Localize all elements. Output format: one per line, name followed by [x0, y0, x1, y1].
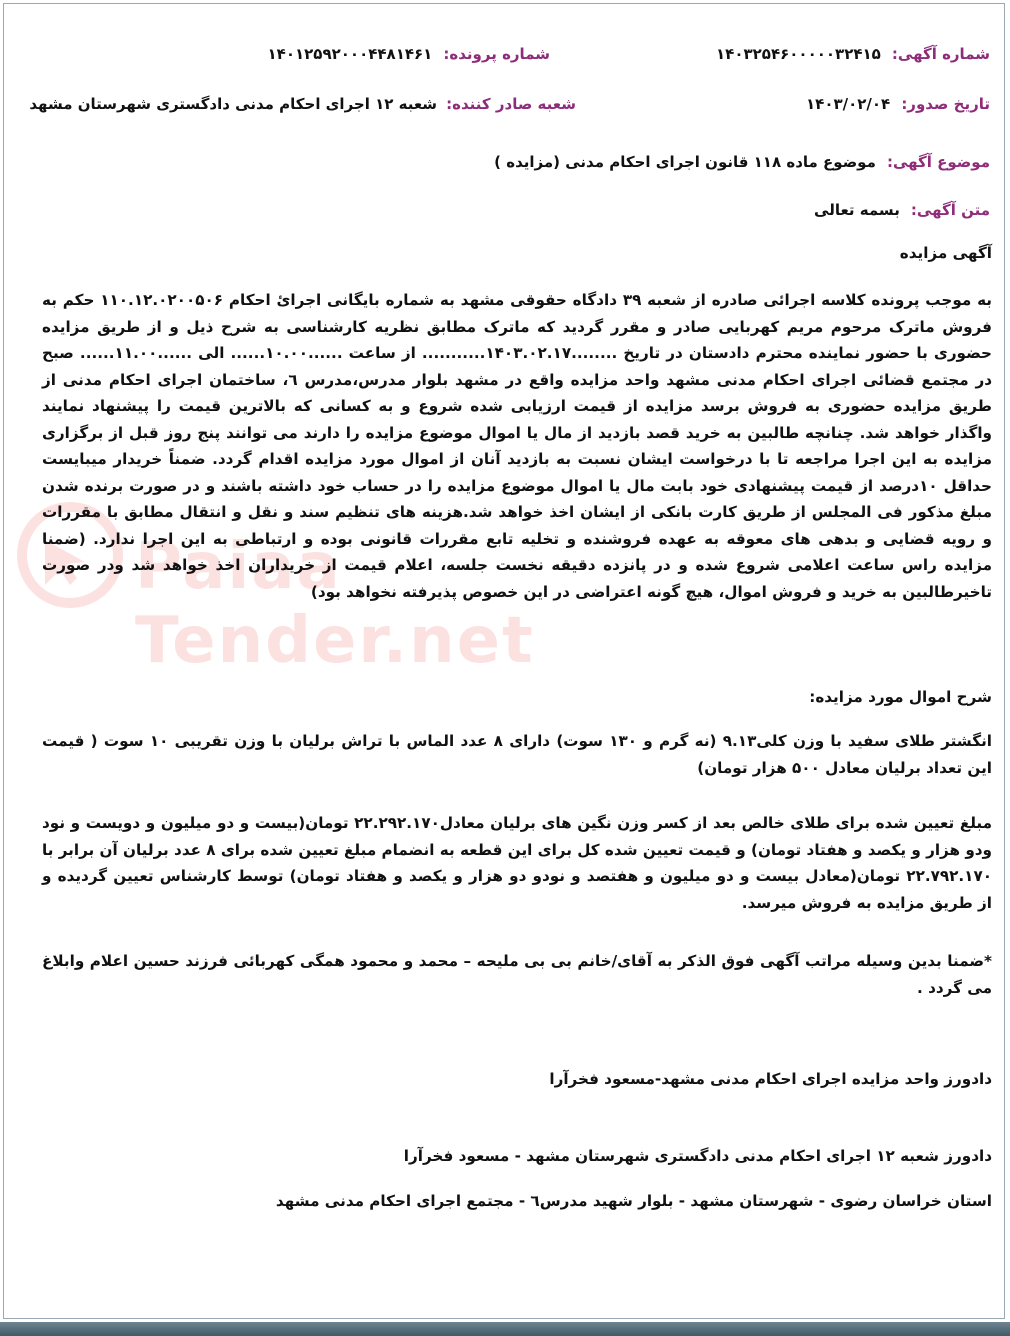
- notification: *ضمنا بدین وسیله مراتب آگهی فوق الذکر به آقای/خانم بی بی ملیحه – محمد و محمود همگی کهربائی فرزند حسین اعلام وابلاغ می گردد .: [42, 952, 992, 997]
- text-row: [814, 200, 990, 219]
- items-heading: شرح اموال مورد مزایده:: [809, 688, 992, 706]
- issue-date: ۱۴۰۳/۰۲/۰۴: [806, 95, 891, 113]
- issuer-label: شعبه صادر کننده:: [446, 95, 576, 113]
- price-paragraph: مبلغ تعیین شده برای طلای خالص بعد از کسر وزن نگین های برلیان معادل۲۲.۲۹۲.۱۷۰ تومان(بیست و دو میلیون و دویست و نود ودو هزار و یکصد و هفتاد تومان) و قیمت تعیین شده کل برای این قطعه به انضمام مبلغ تعیین شده برای ۸ عدد برلیان آن برابر با ۲۲.۷۹۲.۱۷۰ تومان(معادل بیست و دو میلیون و هفتصد و نودو دو هزار و یکصد و هفتاد تومان) توسط کارشناس تعیین گردیده و از طریق مزایده به فروش میرسد.: [42, 814, 992, 912]
- case-number: ۱۴۰۱۲۵۹۲۰۰۰۴۴۸۱۴۶۱: [267, 45, 433, 63]
- address: استان خراسان رضوی - شهرستان مشهد - بلوار شهید مدرس٦ - مجتمع اجرای احکام مدنی مشهد: [275, 1192, 992, 1210]
- subject-label: موضوع آگهی:: [886, 153, 990, 171]
- bottom-bar: [0, 1322, 1010, 1336]
- notice-number-label: شماره آگهی:: [891, 45, 990, 63]
- subject-row: [494, 152, 990, 171]
- watermark-text: Paiaa Tender.net: [135, 530, 535, 678]
- issue-date-label: تاریخ صدور:: [901, 95, 990, 113]
- main-paragraph: به موجب پرونده کلاسه اجرائی صادره از شعبه ۳۹ دادگاه حقوقی مشهد به شماره بایگانی اجرائ احکام ۱۱۰.۱۲.۰۲۰۰۵۰۶ حکم به فروش ماترک مرحوم مریم کهربایی صادر و مقرر گردید که ماترک مطابق نظریه کارشناسی به شرح ذیل و از طریق مزایده حضوری با حضور نماینده محترم دادستان در تاریخ ........۱۴۰۳.۰۲.۱۷........... از ساعت ......۱۰.۰۰...... الی ......۱۱.۰۰...... صبح در مجتمع قضائی اجرای احکام مدنی مشهد واحد مزایده واقع در مشهد بلوار مدرس،مدرس ٦، ساختمان اجرای احکام مدنی از طریق مزایده حضوری به فروش برسد مزایده از قیمت ارزیابی شده شروع و به کسانی که بالاترین قیمت را پیشنهاد نمایند واگذار خواهد شد. چنانچه طالبین به خرید قصد بازدید از مال یا اموال موضوع مزایده را دارند می توانند پنج روز قبل از برگزاری مزایده به این اجرا مراجعه تا با درخواست ایشان نسبت به بازدید آنان از اموال مورد مزایده اقدام گردد. ضمناً خریدار میبایست حداقل ۱۰درصد از قیمت پیشنهادی خود بابت مال یا اموال موضوع مزایده را در حساب خود داشته باشند و در صورت برنده شدن مبلغ مذکور فی المجلس از طریق کارت بانکی از ایشان اخذ خواهد شد.هزینه های تنظیم سند و نقل و انتقال مطابق با مقررات و رویه قضایی و بدهی های معوقه به عهده فروشنده و تخلیه تابع مقررات قانونی بوده و ارتباطی به این اجرا ندارد. (ضمنا مزایده راس ساعت اعلامی شروع شده و در پانزده دقیقه نخست جلسه، اعلام قیمت از خریداران اخذ خواهد شد ودر صورت تاخیرطالبین به خرید و فروش اموال، هیچ گونه اعتراضی در این خصوص پذیرفته نخواهد بود): [42, 291, 992, 601]
- case-number-label: شماره پرونده:: [443, 45, 550, 63]
- item-description: انگشتر طلای سفید با وزن کلی۹.۱۳ (نه گرم و ۱۳۰ سوت) دارای ۸ عدد الماس با تراش برلیان با وزن تقریبی ۱۰ سوت ( قیمت این تعداد برلیان معادل ۵۰۰ هزار تومان): [42, 732, 992, 777]
- issuer-row: [29, 94, 576, 113]
- issue-date-row: [806, 94, 990, 113]
- notice-number: ۱۴۰۳۲۵۴۶۰۰۰۰۰۳۲۴۱۵: [716, 45, 881, 63]
- signature-1: دادورز واحد مزایده اجرای احکام مدنی مشهد-مسعود فخرآرا: [549, 1070, 992, 1088]
- subject: موضوع ماده ۱۱۸ قانون اجرای احکام مدنی (مزایده ): [494, 153, 876, 171]
- signature-2: دادورز شعبه ۱۲ اجرای احکام مدنی دادگستری شهرستان مشهد - مسعود فخرآرا: [403, 1147, 992, 1165]
- notice-title: آگهی مزایده: [899, 244, 992, 262]
- notice-number-row: [716, 44, 990, 63]
- text-label: متن آگهی:: [910, 201, 990, 219]
- opening: بسمه تعالی: [814, 201, 900, 219]
- issuer: شعبه ۱۲ اجرای احکام مدنی دادگستری شهرستان مشهد: [29, 95, 438, 113]
- case-number-row: [268, 44, 550, 63]
